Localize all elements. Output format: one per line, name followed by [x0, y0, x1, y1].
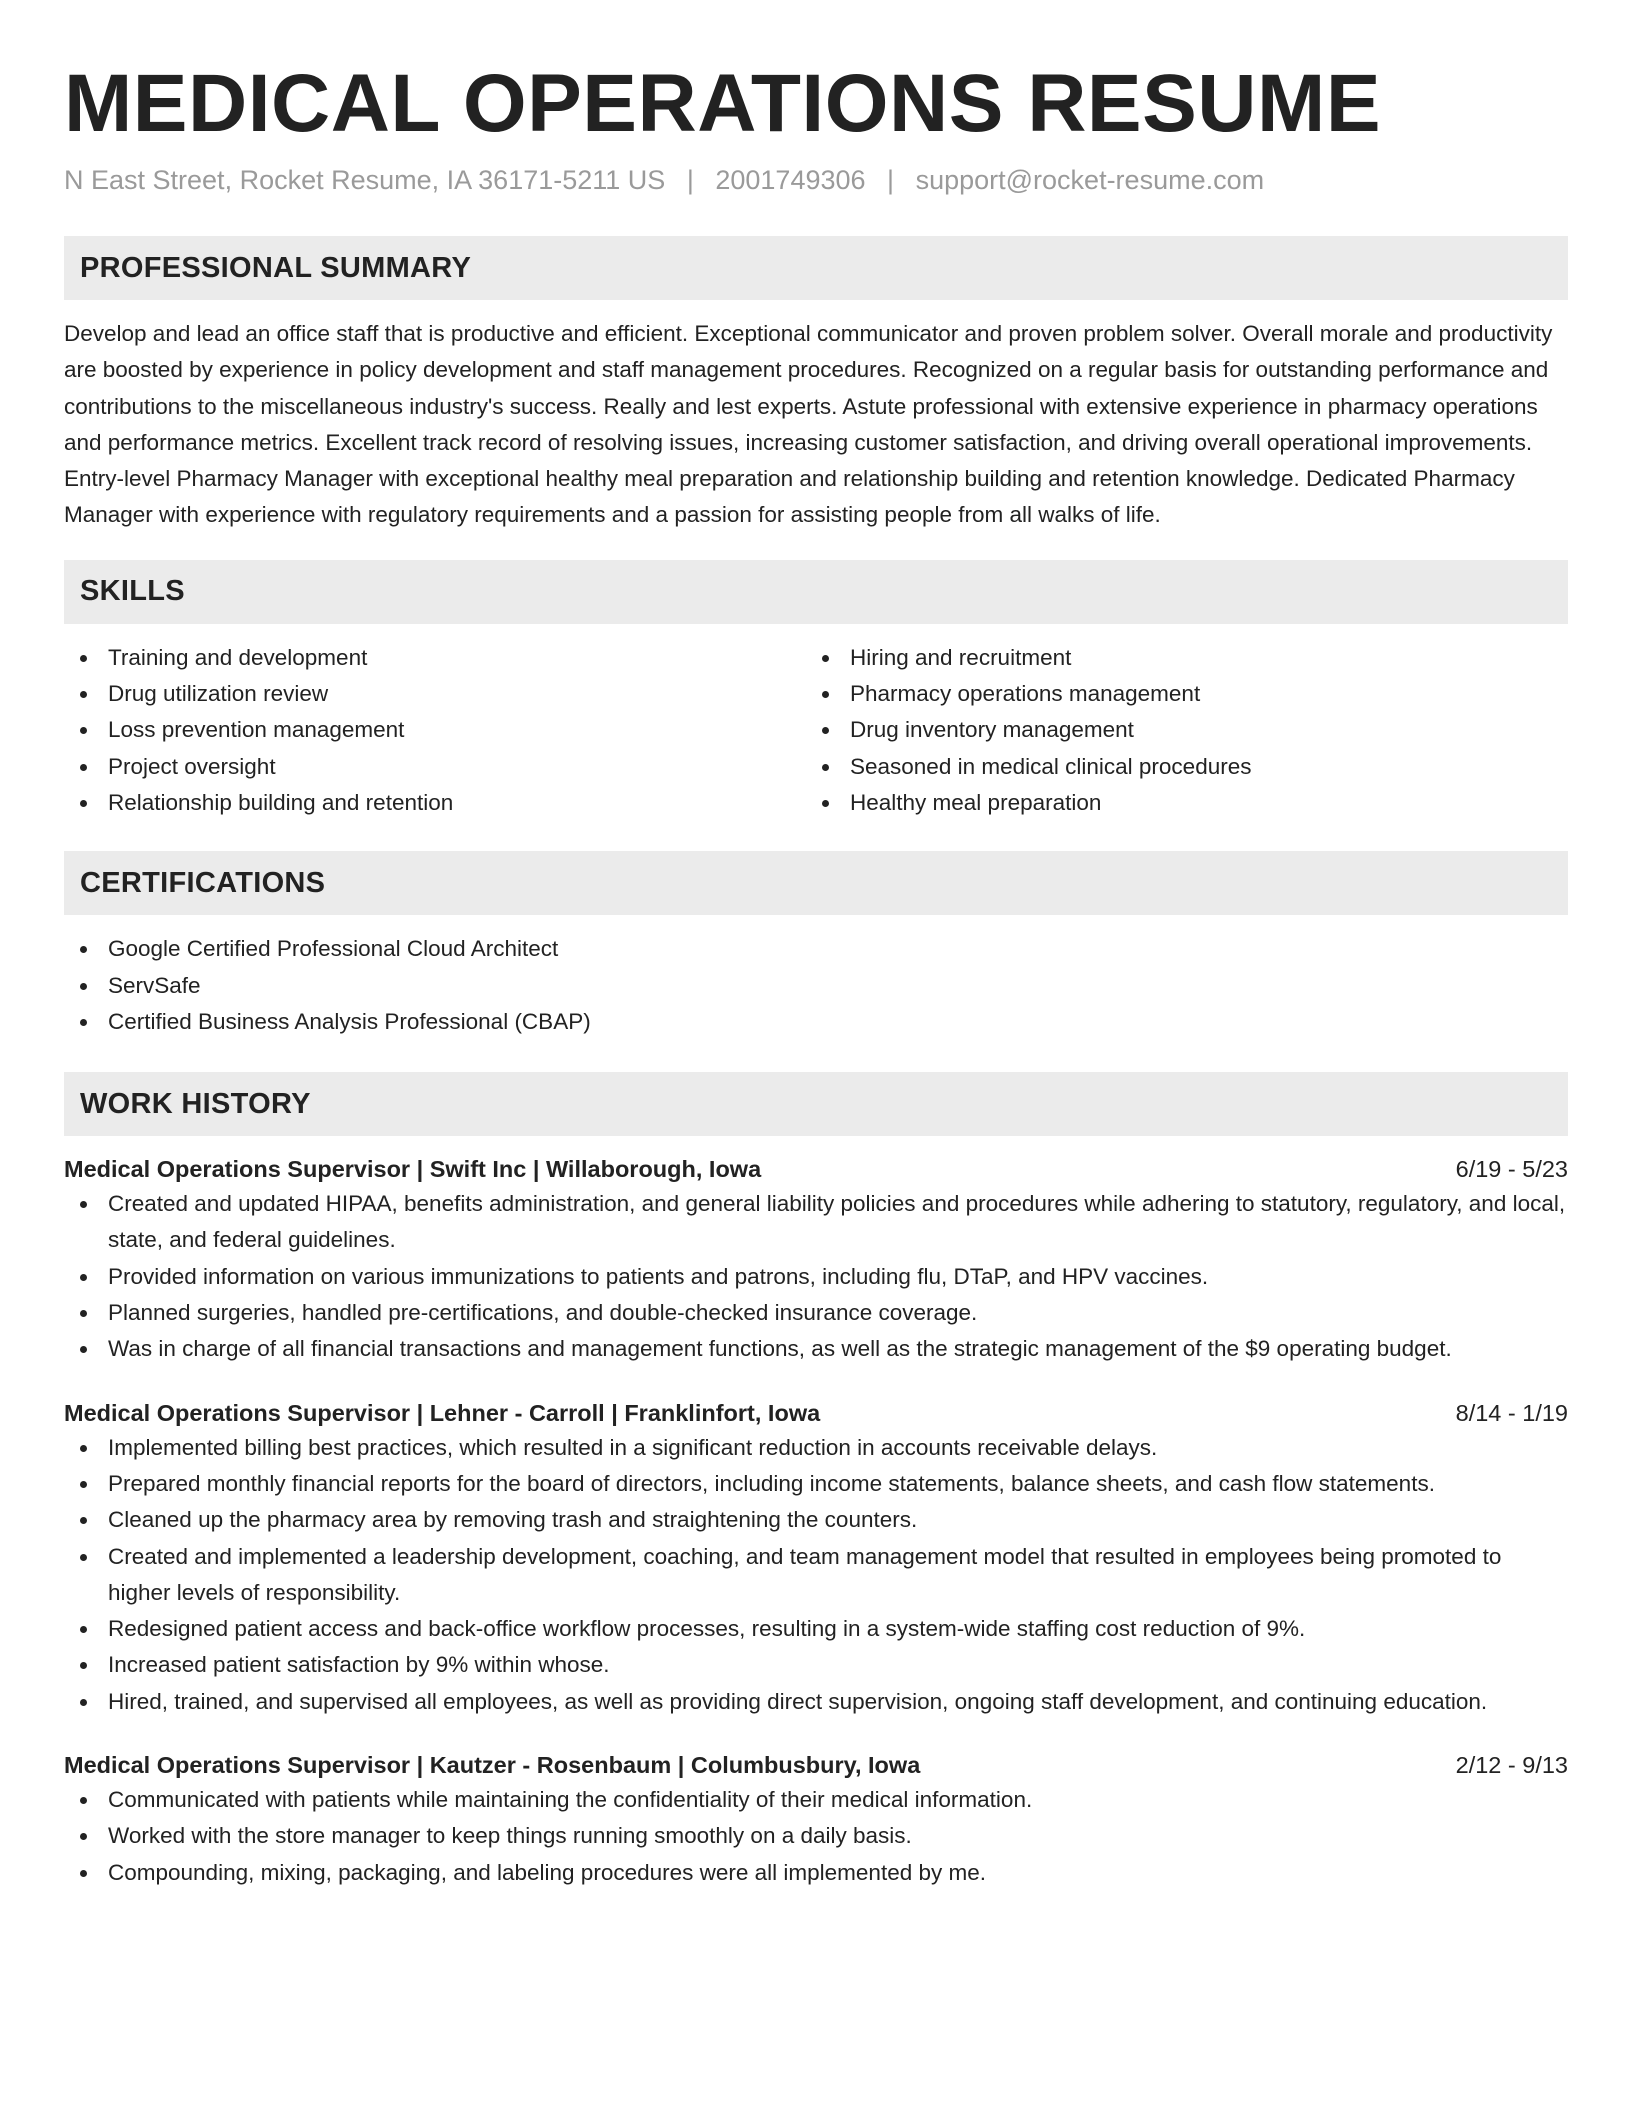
job-bullet: Redesigned patient access and back-office workflow processes, resulting in a system-wide staffing cost reduction of 9%.: [64, 1611, 1568, 1647]
job-bullet: Prepared monthly financial reports for the board of directors, including income statements, balance sheets, and cash flow statements.: [64, 1466, 1568, 1502]
skills-grid: [64, 640, 1568, 821]
section-header-summary: PROFESSIONAL SUMMARY: [64, 236, 1568, 300]
job-bullet: Communicated with patients while maintaining the confidentiality of their medical information.: [64, 1782, 1568, 1818]
job-bullet: Planned surgeries, handled pre-certifications, and double-checked insurance coverage.: [64, 1295, 1568, 1331]
skill-item: Training and development: [64, 640, 806, 676]
job-entry: [64, 1748, 1568, 1891]
contact-line: [64, 162, 1568, 198]
job-title: Medical Operations Supervisor | Kautzer - Rosenbaum | Columbusbury, Iowa: [64, 1752, 921, 1779]
section-header-work-history: WORK HISTORY: [64, 1072, 1568, 1136]
job-header: [64, 1748, 1568, 1782]
resume-page: [64, 0, 1568, 1891]
job-bullet: Created and updated HIPAA, benefits administration, and general liability policies and procedures while adhering to statutory, regulatory, and local, state, and federal guidelines.: [64, 1186, 1568, 1259]
job-entry: [64, 1396, 1568, 1720]
job-bullets: [64, 1430, 1568, 1720]
job-bullet: Created and implemented a leadership development, coaching, and team management model that resulted in employees being promoted to higher levels of responsibility.: [64, 1539, 1568, 1612]
certifications-list: [64, 931, 1568, 1040]
job-entry: [64, 1152, 1568, 1367]
job-dates: 6/19 - 5/23: [1455, 1156, 1568, 1183]
contact-separator: |: [686, 165, 694, 195]
skill-item: Pharmacy operations management: [806, 676, 1548, 712]
certification-item: Google Certified Professional Cloud Architect: [64, 931, 1568, 967]
job-bullet: Implemented billing best practices, which resulted in a significant reduction in accounts receivable delays.: [64, 1430, 1568, 1466]
job-bullets: [64, 1782, 1568, 1891]
skills-list-left: [64, 640, 806, 821]
contact-separator: |: [887, 165, 895, 195]
job-bullet: Worked with the store manager to keep things running smoothly on a daily basis.: [64, 1818, 1568, 1854]
job-bullets: [64, 1186, 1568, 1367]
job-dates: 2/12 - 9/13: [1455, 1752, 1568, 1779]
job-header: [64, 1152, 1568, 1186]
skill-item: Drug utilization review: [64, 676, 806, 712]
job-title: Medical Operations Supervisor | Swift Inc | Willaborough, Iowa: [64, 1156, 762, 1183]
job-bullet: Hired, trained, and supervised all employees, as well as providing direct supervision, ongoing staff development, and continuing education.: [64, 1684, 1568, 1720]
skill-item: Loss prevention management: [64, 712, 806, 748]
skill-item: Drug inventory management: [806, 712, 1548, 748]
job-header: [64, 1396, 1568, 1430]
job-title: Medical Operations Supervisor | Lehner - Carroll | Franklinfort, Iowa: [64, 1399, 821, 1426]
section-header-skills: SKILLS: [64, 560, 1568, 624]
summary-text: Develop and lead an office staff that is productive and efficient. Exceptional communicator and proven problem solver. Overall morale and productivity are boosted by experience in policy development and staff management procedures. Recognized on a regular basis for outstanding performance and contributions to the miscellaneous industry's success. Really and lest experts. Astute professional with extensive experience in pharmacy operations and performance metrics. Excellent track record of resolving issues, increasing customer satisfaction, and driving overall operational improvements. Entry-level Pharmacy Manager with exceptional healthy meal preparation and relationship building and retention knowledge. Dedicated Pharmacy Manager with experience with regulatory requirements and a passion for assisting people from all walks of life.: [64, 321, 1553, 528]
job-bullet: Was in charge of all financial transactions and management functions, as well as the strategic management of the $9 operating budget.: [64, 1331, 1568, 1367]
skill-item: Relationship building and retention: [64, 785, 806, 821]
job-bullet: Compounding, mixing, packaging, and labeling procedures were all implemented by me.: [64, 1855, 1568, 1891]
job-bullet: Increased patient satisfaction by 9% within whose.: [64, 1647, 1568, 1683]
contact-phone[interactable]: 2001749306: [715, 165, 866, 195]
contact-email[interactable]: support@rocket-resume.com: [915, 165, 1265, 195]
resume-title: MEDICAL OPERATIONS RESUME: [64, 58, 1382, 149]
certification-item: Certified Business Analysis Professional (CBAP): [64, 1004, 1568, 1040]
contact-address: N East Street, Rocket Resume, IA 36171-5211 US: [64, 165, 666, 195]
section-header-certifications: CERTIFICATIONS: [64, 851, 1568, 915]
skills-list-right: [806, 640, 1548, 821]
skill-item: Hiring and recruitment: [806, 640, 1548, 676]
job-bullet: Cleaned up the pharmacy area by removing trash and straightening the counters.: [64, 1502, 1568, 1538]
job-bullet: Provided information on various immunizations to patients and patrons, including flu, DTaP, and HPV vaccines.: [64, 1259, 1568, 1295]
skill-item: Seasoned in medical clinical procedures: [806, 749, 1548, 785]
certification-item: ServSafe: [64, 968, 1568, 1004]
skill-item: Healthy meal preparation: [806, 785, 1548, 821]
skill-item: Project oversight: [64, 749, 806, 785]
job-dates: 8/14 - 1/19: [1455, 1399, 1568, 1426]
